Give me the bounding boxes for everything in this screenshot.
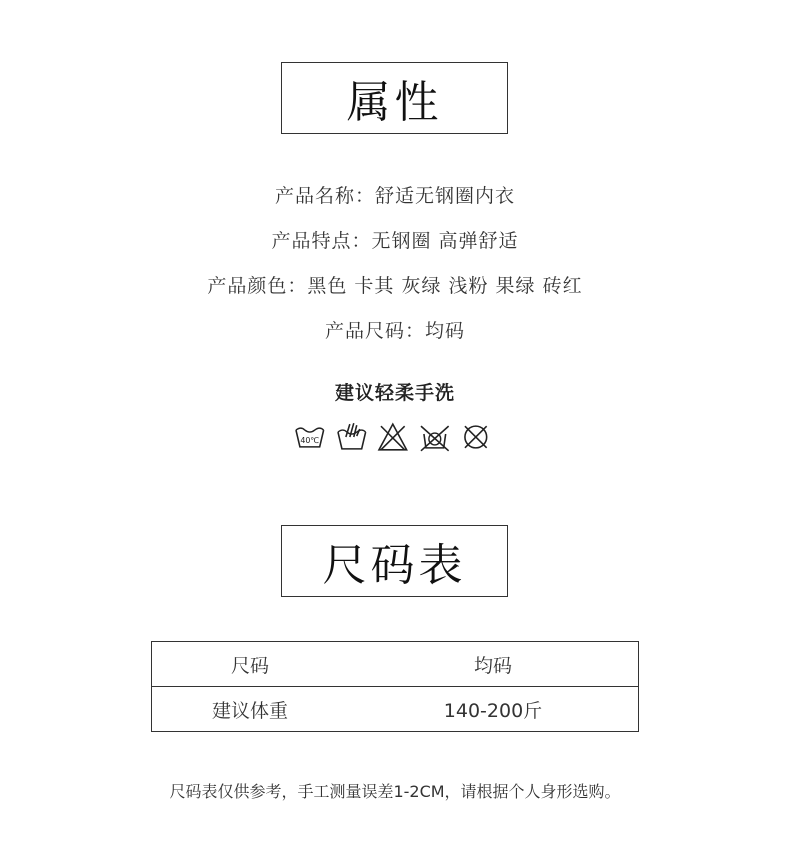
weight-value-cell: 140-200斤 xyxy=(348,687,639,732)
size-chart-title: 尺码表 xyxy=(281,525,508,597)
wash-temp-label: 40℃ xyxy=(300,435,320,445)
size-note: 尺码表仅供参考，手工测量误差1-2CM，请根据个人身形选购。 xyxy=(169,782,621,801)
product-name-line: 产品名称：舒适无钢圈内衣 xyxy=(274,185,515,207)
hand-wash-icon xyxy=(335,420,369,454)
attributes-title: 属性 xyxy=(281,62,508,134)
care-icons xyxy=(293,420,493,454)
table-row xyxy=(152,687,639,732)
product-colors-line: 产品颜色：黑色 卡其 灰绿 浅粉 果绿 砖红 xyxy=(207,275,583,297)
wash-40c-icon xyxy=(293,420,327,454)
size-value-cell: 均码 xyxy=(348,642,639,687)
product-features-line: 产品特点：无钢圈 高弹舒适 xyxy=(271,230,519,252)
weight-label-cell: 建议体重 xyxy=(152,687,349,732)
size-table xyxy=(151,641,639,732)
no-dry-clean-icon xyxy=(459,420,493,454)
no-tumble-dry-icon xyxy=(418,420,452,454)
no-bleach-icon xyxy=(376,420,410,454)
size-label-cell: 尺码 xyxy=(152,642,349,687)
care-heading: 建议轻柔手洗 xyxy=(334,382,455,404)
product-size-line: 产品尺码：均码 xyxy=(324,320,465,342)
table-row xyxy=(152,642,639,687)
